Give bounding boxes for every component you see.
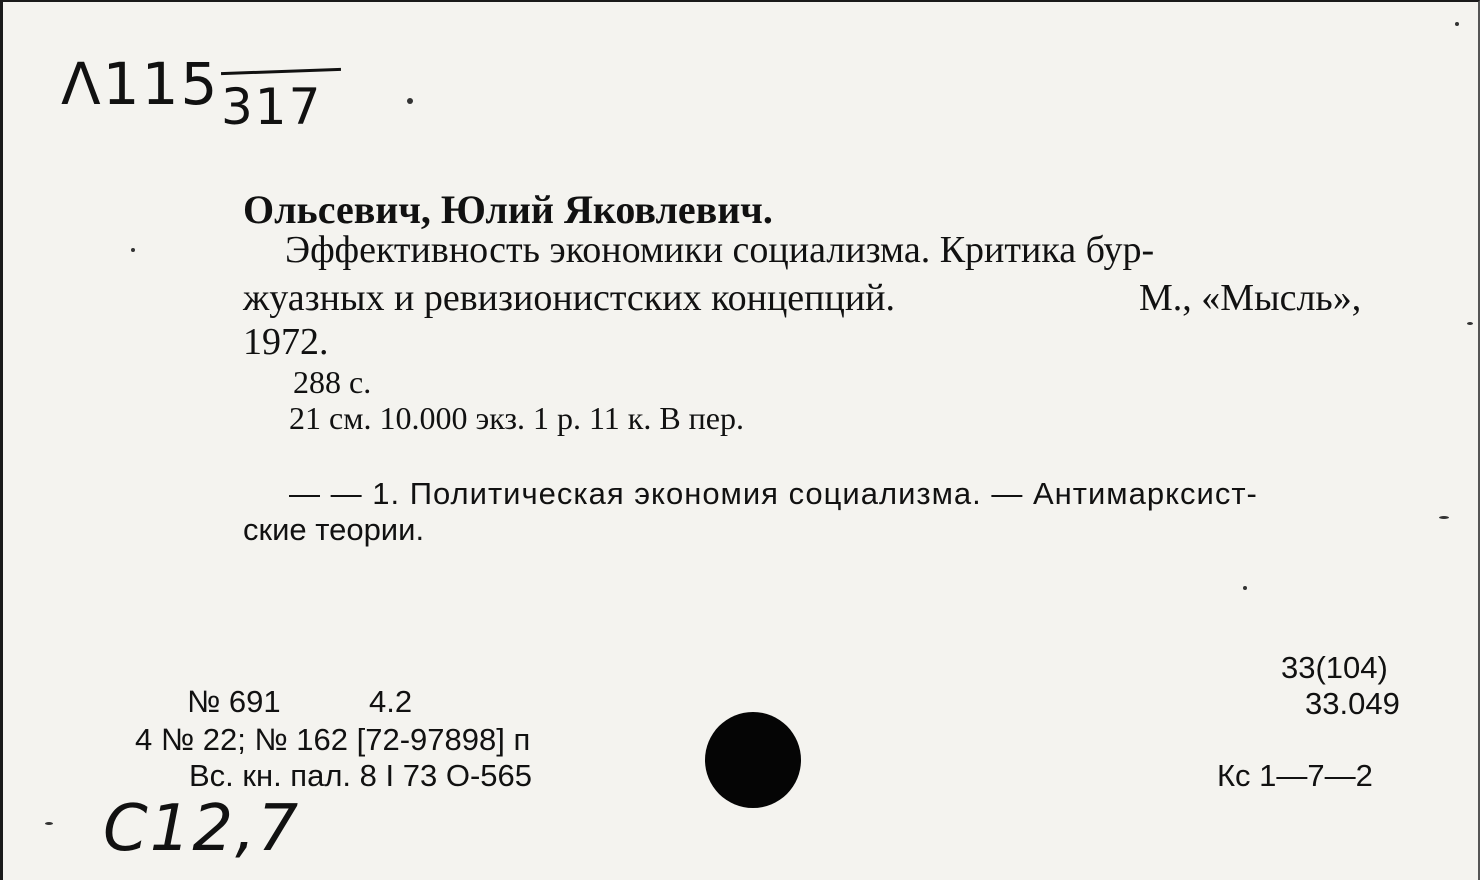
shelfmark-overline [221, 68, 341, 75]
classification-1: 33(104) [1281, 650, 1388, 685]
reference-number: № 691 [187, 684, 281, 719]
publication-year: 1972. [243, 321, 329, 363]
reference-line-3: Вс. кн. пал. 8 I 73 О-565 [189, 758, 532, 793]
speck [1439, 516, 1449, 519]
handwritten-call-number: С12,7 [103, 792, 301, 866]
subjects-line-1: — — 1. Политическая экономия социализма. — Антимарксист- [289, 476, 1258, 511]
speck [1243, 586, 1247, 590]
author-heading: Ольсевич, Юлий Яковлевич. [243, 187, 773, 232]
punch-hole [705, 712, 801, 808]
title-line-1: Эффективность экономики социализма. Критика бур- [285, 229, 1155, 271]
speck [45, 822, 53, 825]
speck [407, 98, 413, 104]
speck [1467, 322, 1473, 325]
classification-2: 33.049 [1305, 686, 1400, 721]
classification-3: Кс 1—7—2 [1217, 758, 1373, 793]
pages: 288 с. [293, 364, 372, 400]
reference-line-2: 4 № 22; № 162 [72-97898] п [135, 722, 531, 757]
speck [1455, 22, 1459, 26]
shelfmark-sub: 317 [221, 78, 323, 136]
reference-number-extra: 4.2 [369, 684, 413, 719]
title-line-2-left: жуазных и ревизионистских концепций. [243, 277, 896, 319]
subjects-line-2: ские теории. [243, 512, 425, 547]
publisher: М., «Мысль», [1139, 277, 1362, 319]
physical-description: 21 см. 10.000 экз. 1 р. 11 к. В пер. [289, 400, 744, 436]
shelfmark-top: Λ115 [61, 50, 220, 118]
speck [131, 248, 135, 252]
